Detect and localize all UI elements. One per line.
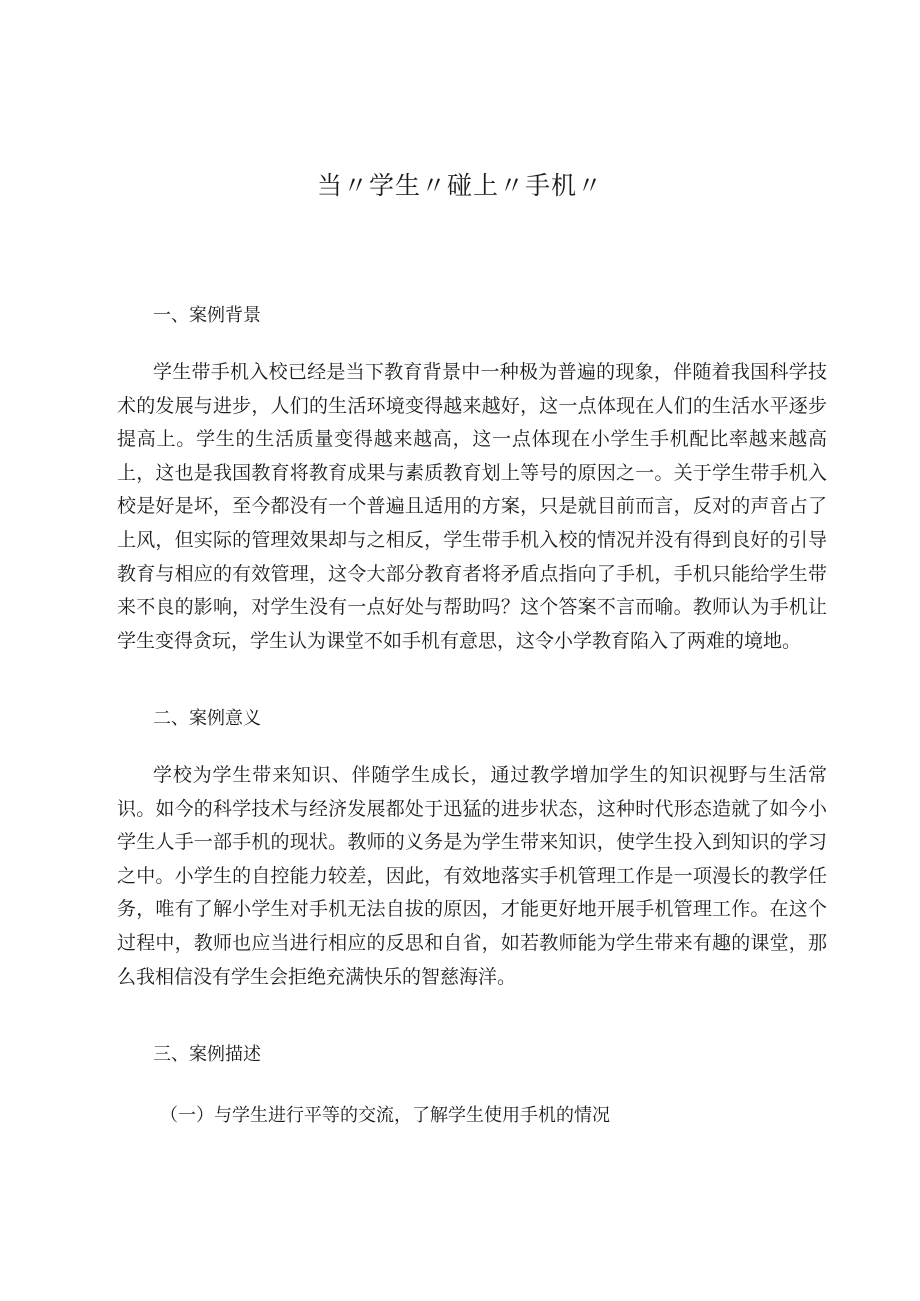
section-heading-background: 一、案例背景 — [153, 305, 261, 326]
document-title: 当〃学生〃碰上〃手机〃 — [316, 171, 603, 200]
section-heading-description: 三、案例描述 — [153, 1044, 261, 1065]
section-paragraph-background: 学生带手机入校已经是当下教育背景中一种极为普遍的现象，伴随着我国科学技术的发展与进步，人们的生活环境变得越来越好，这一点体现在人们的生活水平逐步提高上。学生的生活质量变得越来越高，这一点体现在小学生手机配比率越来越高上，这也是我国教育将教育成果与素质教育划上等号的原因之一。关于学生带手机入校是好是坏，至今都没有一个普遍且适用的方案，只是就目前而言，反对的声音占了上风，但实际的管理效果却与之相反，学生带手机入校的情况并没有得到良好的引导教育与相应的有效管理，这令大部分教育者将矛盾点指向了手机，手机只能给学生带来不良的影响，对学生没有一点好处与帮助吗？这个答案不言而喻。教师认为手机让学生变得贪玩，学生认为课堂不如手机有意思，这令小学教育陷入了两难的境地。 — [117, 361, 827, 652]
section-heading-significance: 二、案例意义 — [153, 708, 261, 729]
section-subheading: （一）与学生进行平等的交流，了解学生使用手机的情况 — [160, 1105, 610, 1126]
section-paragraph-significance: 学校为学生带来知识、伴随学生成长，通过教学增加学生的知识视野与生活常识。如今的科学技术与经济发展都处于迅猛的进步状态，这种时代形态造就了如今小学生人手一部手机的现状。教师的义务是为学生带来知识，使学生投入到知识的学习之中。小学生的自控能力较差，因此，有效地落实手机管理工作是一项漫长的教学任务，唯有了解小学生对手机无法自拔的原因，才能更好地开展手机管理工作。在这个过程中，教师也应当进行相应的反思和自省，如若教师能为学生带来有趣的课堂，那么我相信没有学生会拒绝充满快乐的智慈海洋。 — [117, 764, 827, 988]
